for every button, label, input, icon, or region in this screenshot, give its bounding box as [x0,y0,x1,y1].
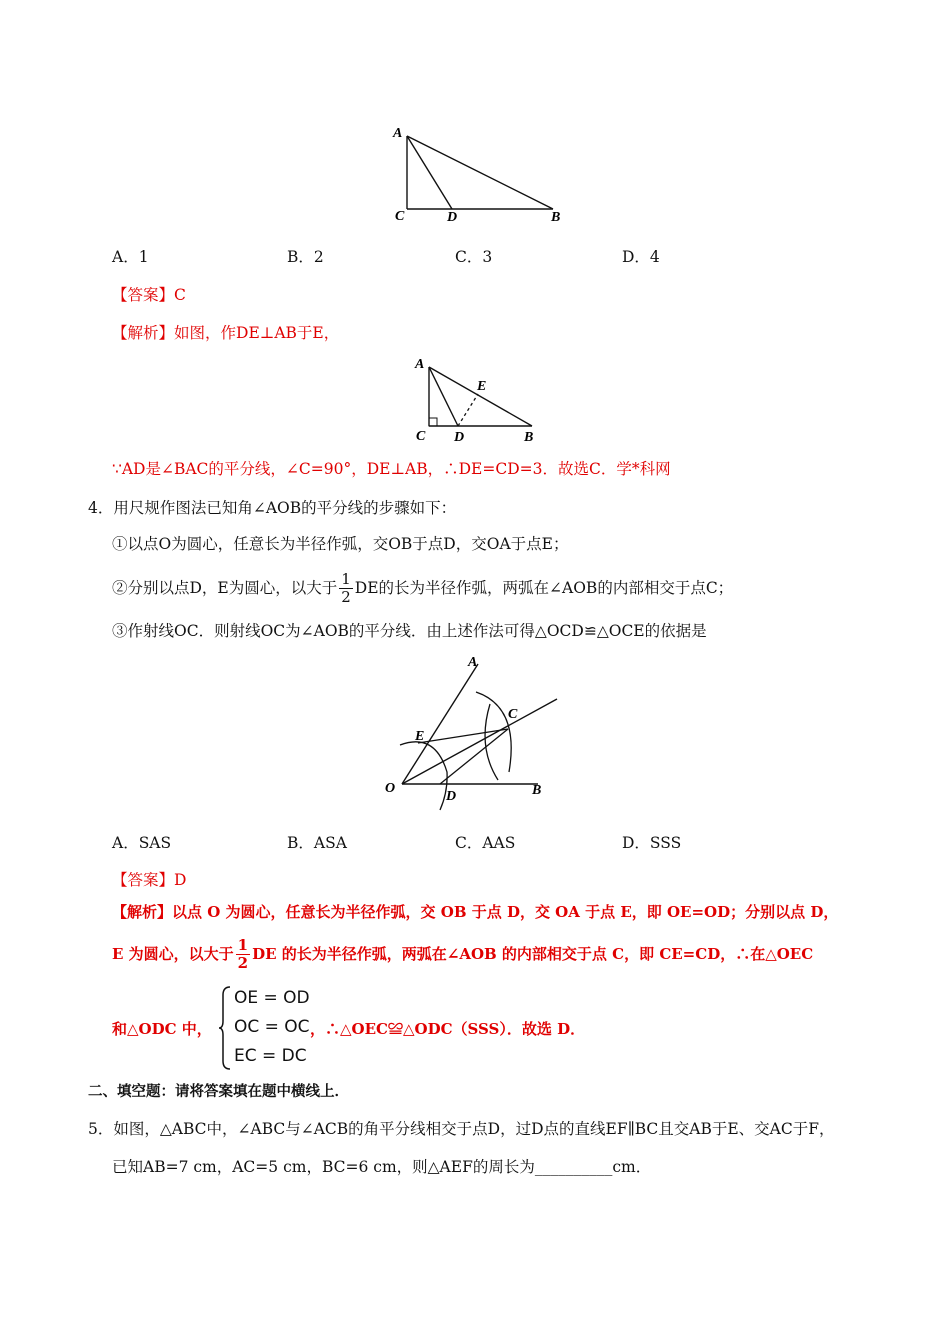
option-b: B．ASA [287,834,347,852]
brace-icon [218,985,232,1071]
answer-label: 【答案】 [112,871,175,889]
option-a: A．1 [112,248,149,266]
answer-row [112,869,186,891]
equation-2: OC = OC [234,1017,310,1037]
analysis-text: 如图，作DE⊥AB于E， [174,324,340,342]
label-E: E [477,379,487,394]
label-B: B [551,210,561,225]
figure-triangle-2 [410,355,550,447]
label-B: B [532,783,542,798]
figure-triangle-1 [390,122,570,227]
q4-step-2-post: DE的长为半径作弧，两弧在∠AOB的内部相交于点C； [354,579,734,597]
option-c: C．AAS [455,834,516,852]
answer-row [112,284,186,306]
answer-label: 【答案】 [112,286,175,304]
q4-stem: 4．用尺规作图法已知角∠AOB的平分线的步骤如下： [88,499,457,517]
answer-value: C [174,286,186,304]
option-c: C．3 [455,248,493,266]
label-C: C [508,707,518,722]
label-A: A [393,126,403,141]
label-D: D [446,789,457,804]
q4-step-3: ③作射线OC．则射线OC为∠AOB的平分线．由上述作法可得△OCD≌△OCE的依据是 [112,622,707,640]
equation-system [234,984,310,1071]
q3-conclusion: ∵AD是∠BAC的平分线，∠C=90°，DE⊥AB，∴DE=CD=3．故选C．学*科网 [112,460,671,478]
answer-value: D [174,871,187,889]
q4-analysis-line-3-post: ，∴△OEC≌△ODC（SSS）．故选 D． [310,1020,586,1038]
equation-3: EC = DC [234,1046,307,1066]
q4-analysis-line-3-pre: 和△ODC 中， [112,1020,212,1038]
q4-step-2-pre: ②分别以点D，E为圆心，以大于 [112,579,338,597]
q5-line-1: 5．如图，△ABC中，∠ABC与∠ACB的角平分线相交于点D，过D点的直线EF∥BC且交AB于E、交AC于F， [88,1120,835,1138]
analysis-label: 【解析】 [112,324,175,342]
analysis-label: 【解析】 [112,903,173,921]
section-heading: 二、填空题：请将答案填在题中横线上． [88,1084,349,1100]
analysis-text-2-pre: E 为圆心，以大于 [112,945,234,963]
label-A: A [415,357,425,372]
q4-analysis-line-1 [112,901,838,923]
q4-step-2 [112,566,733,610]
option-d: D．SSS [622,834,682,852]
label-C: C [416,429,426,444]
analysis-text-1: 以点 O 为圆心，任意长为半径作弧，交 OB 于点 D，交 OA 于点 E，即 OE=OD；分别以点 D， [172,903,839,921]
q4-step-1: ①以点O为圆心，任意长为半径作弧，交OB于点D，交OA于点E； [112,535,569,553]
fraction-half: $\frac{1}{2}$ [237,935,249,972]
label-C: C [395,209,405,224]
label-O: O [385,781,396,796]
option-d: D．4 [622,248,660,266]
fraction-half: $\frac{1}{2}$ [341,569,351,606]
analysis-text-2-post: DE 的长为半径作弧，两弧在∠AOB 的内部相交于点 C，即 CE=CD，∴在△OEC [252,945,814,963]
label-D: D [454,430,465,445]
label-B: B [524,430,534,445]
label-D: D [447,210,458,225]
option-a: A．SAS [112,834,172,852]
figure-angle-bisector [380,652,570,812]
q4-analysis-line-2 [112,932,813,976]
analysis-row [112,322,339,344]
label-A: A [468,655,478,670]
equation-1: OE = OD [234,988,310,1008]
q5-line-2: 已知AB=7 cm，AC=5 cm，BC=6 cm，则△AEF的周长为__________cm． [112,1158,652,1176]
label-E: E [415,729,425,744]
option-b: B．2 [287,248,324,266]
